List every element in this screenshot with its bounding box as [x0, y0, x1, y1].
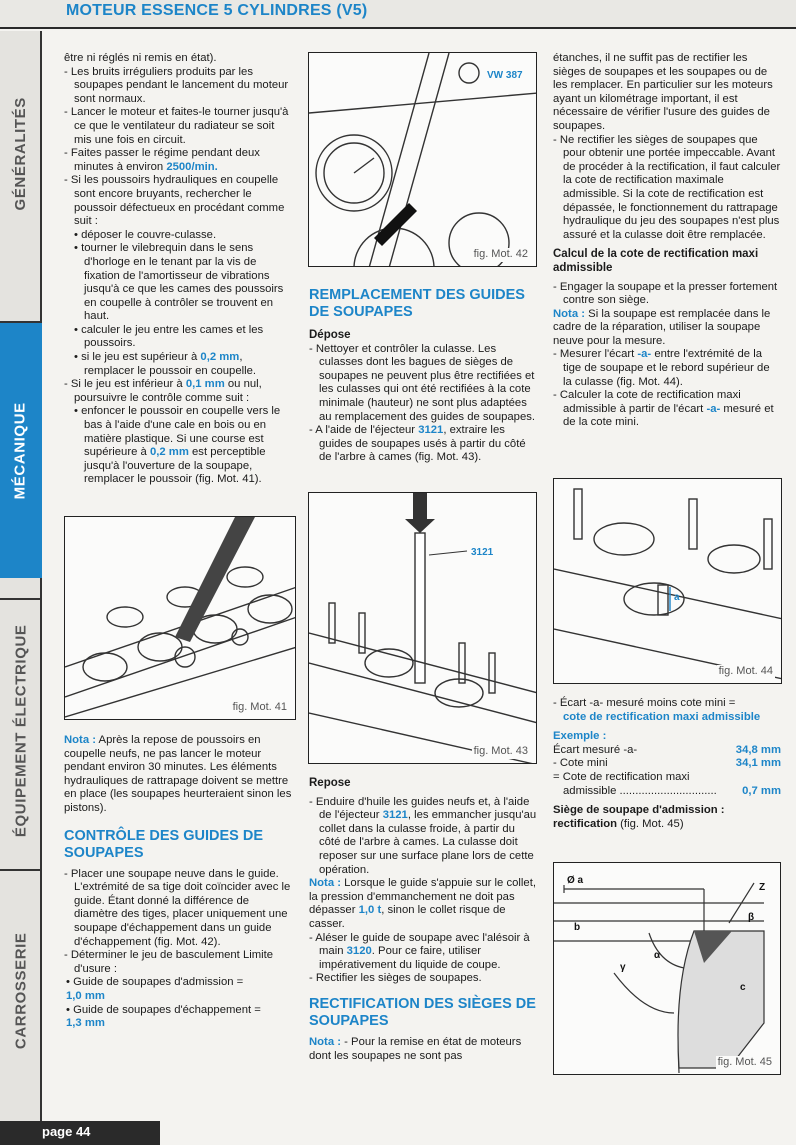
text-t2: - Ne rectifier les sièges de soupapes que pour obtenir une portée impeccable. Avant de procéder à la rectification, il faut calculer la cote de rectification maximale admissible. Si la cote de rectification est dépassée, le fonctionnement du rattrapage hydraulique du jeu des soupapes n'est plus assuré et la culasse doit être remplacée. — [553, 133, 781, 241]
text-span: - Pour la remise en état de moteurs dont les soupapes ne sont pas — [309, 1035, 522, 1062]
ejector-illustration — [309, 493, 537, 764]
subheading-repose: Repose — [309, 777, 351, 789]
page-number: page 44 — [42, 1124, 91, 1139]
section-sidebar — [0, 31, 42, 1121]
value-c4: 1,3 mm — [66, 1017, 105, 1030]
text-span: . Pour ce faire, utiliser impérativement du liquide de coupe. — [319, 945, 501, 971]
figure-caption: fig. Mot. 44 — [718, 665, 773, 678]
note-paragraph — [309, 1036, 538, 1063]
tool-label: 3121 — [471, 547, 494, 558]
value-rpm: 2500/min. — [166, 160, 218, 173]
tool-ref: 3120 — [346, 945, 372, 958]
page-title: MOTEUR ESSENCE 5 CYLINDRES (V5) — [66, 2, 368, 19]
example-value: 34,1 mm — [735, 757, 781, 770]
text-p5 — [64, 378, 294, 405]
note-label: Nota : — [64, 734, 97, 746]
tool-label: VW 387 — [487, 70, 523, 81]
example-row — [553, 757, 781, 771]
figure-caption: fig. Mot. 45 — [717, 1056, 772, 1069]
note-label: Nota : — [309, 1035, 342, 1048]
page-footer — [0, 1121, 796, 1145]
example-key: Écart mesuré -a- — [553, 743, 638, 756]
text-c1: - Placer une soupape neuve dans le guide. L'extrémité de sa tige doit coïncider avec le guide. Étant donné la différence de diamètre des tiges, placer uniquement une soupape d'échappement dans un guide d'échappement (fig. Mot. 42). — [64, 867, 291, 948]
text-span: Si la soupape est remplacée dans le cadre de la réparation, utiliser la soupape neuve pour la mesure. — [553, 307, 771, 347]
text-span: (fig. Mot. 45) — [617, 817, 684, 830]
text-span: , extraire les guides de soupapes usés à partir du côté de l'arbre à cames (fig. Mot. 43). — [319, 424, 526, 464]
valve-seat-diagram — [554, 863, 781, 1075]
text-p1: - Les bruits irréguliers produits par les soupapes pendant le lancement du moteur sont normaux. — [64, 65, 289, 105]
subheading-depose: Dépose — [309, 329, 351, 341]
figure-caption: fig. Mot. 43 — [473, 745, 528, 758]
valve-measure-illustration — [554, 479, 782, 684]
dimension-label: Z — [759, 882, 766, 893]
example-row — [553, 744, 781, 758]
heading-remplacement: REMPLACEMENT DES GUIDES DE SOUPAPES — [309, 287, 525, 320]
note-paragraph — [64, 734, 294, 816]
figure-mot-44 — [553, 478, 782, 684]
text-r3: - Rectifier les sièges de soupapes. — [309, 972, 482, 985]
text-r2 — [309, 932, 538, 973]
text-p0: être ni réglés ni remis en état). — [64, 52, 217, 64]
angle-label: γ — [620, 962, 626, 973]
text-e1b: cote de rectification maxi admissible — [563, 710, 761, 723]
bullet-c4: • Guide de soupapes d'échappement = — [66, 1003, 261, 1016]
dimension-label: b — [574, 922, 581, 933]
text-p4: - Si les poussoirs hydrauliques en coupelle sont encore bruyants, rechercher le poussoir défectueux en procédant comme suit : — [64, 174, 285, 228]
note-paragraph — [553, 308, 781, 349]
column-3-lower — [553, 697, 781, 831]
text-span: ou nul, poursuivre le contrôle comme suit : — [74, 378, 262, 404]
dimension-label: a — [674, 592, 680, 603]
text-span: - A l'aide de l'éjecteur — [309, 424, 419, 437]
text-span: mesuré et de la cote mini. — [563, 402, 774, 429]
bullet-5 — [64, 405, 294, 487]
text-c2: - Déterminer le jeu de basculement Limite d'usure : — [64, 949, 274, 975]
bullet-4 — [64, 351, 294, 378]
text-span: , sinon le collet risque de casser. — [309, 904, 506, 930]
text-span: • si le jeu est supérieur à — [74, 351, 201, 364]
note-label: Nota : — [309, 877, 342, 890]
text-span: , remplacer le poussoir en coupelle. — [84, 351, 257, 377]
example-title: Exemple : — [553, 730, 607, 743]
value-jeu: 0,1 mm — [185, 378, 225, 391]
text-e1: - Écart -a- mesuré moins cote mini = — [553, 697, 736, 709]
figure-mot-43 — [308, 492, 537, 764]
tab-generalites-label: GÉNÉRALITÉS — [12, 96, 30, 211]
value-pressure: 1,0 t — [358, 904, 382, 917]
tab-mecanique-label: MÉCANIQUE — [12, 401, 30, 500]
text-d1: - Nettoyer et contrôler la culasse. Les culasses dont les bagues de sièges de soupapes ne peuvent plus être rectifiées et les culasses qui ont été rectifiées à la cote minimale (hauteur) ne sont plus adaptées au remplacement des guides de soupapes. — [309, 342, 536, 423]
value-c3: 1,0 mm — [66, 989, 105, 1002]
text-span: - Enduire d'huile les guides neufs et, à l'aide de l'éjecteur — [309, 795, 530, 822]
text-p3 — [64, 147, 294, 174]
bullet-3: • calculer le jeu entre les cames et les poussoirs. — [74, 323, 264, 350]
figure-caption: fig. Mot. 41 — [232, 701, 287, 714]
text-span: - Aléser le guide de soupape avec l'alésoir à main — [309, 931, 530, 958]
text-d2 — [309, 424, 538, 465]
text-span: est perceptible jusqu'à l'ouverture de la soupape, remplacer le poussoir (fig. Mot. 41). — [84, 446, 266, 486]
text-span: entre l'extrémité de la tige de soupape et le rebord supérieur de la culasse (fig. Mot. 44). — [563, 348, 770, 388]
dimension-label: Ø a — [567, 875, 584, 886]
example-key: - Cote mini — [553, 757, 608, 770]
text-span: - Si le jeu est inférieur à — [64, 378, 186, 391]
value-jeu: 0,2 mm — [200, 351, 240, 364]
bullet-2: • tourner le vilebrequin dans le sens d'horloge en le tenant par la vis de fixation de l'amortisseur de vibrations jusqu'à ce que les cames des poussoirs en coupelle à contrôler se trouvent en haut. — [74, 242, 284, 323]
tab-equipement-electrique[interactable] — [0, 600, 42, 862]
heading-controle: CONTRÔLE DES GUIDES DE SOUPAPES — [64, 827, 263, 861]
text-k1: - Engager la soupape et la presser fortement contre son siège. — [553, 280, 778, 307]
example-row — [553, 785, 781, 799]
text-p2: - Lancer le moteur et faites-le tourner jusqu'à ce que le ventilateur du radiateur se soit mis une fois en circuit. — [64, 106, 289, 146]
text-r1 — [309, 796, 538, 878]
example-key: = Cote de rectification maxi — [553, 770, 690, 783]
text-span: , les emmancher jusqu'au collet dans la culasse froide, à partir du côté de l'arbre à cames. La culasse doit reposer sur une surface plane lors de cette opération. — [319, 809, 537, 876]
tab-generalites[interactable] — [0, 31, 42, 276]
bullet-1: • déposer le couvre-culasse. — [74, 228, 217, 241]
tool-ref: 3121 — [382, 809, 408, 822]
angle-label: α — [654, 950, 661, 961]
text-span: - Mesurer l'écart — [553, 348, 638, 361]
text-t1: étanches, il ne suffit pas de rectifier les sièges de soupapes et les soupapes ou de les remplacer. En particulier sur les moteurs ayant un kilométrage important, il est nécessaire de vérifier l'usure des guides de soupapes. — [553, 52, 773, 132]
example-value: 34,8 mm — [735, 743, 781, 756]
var-a: -a- — [706, 402, 721, 415]
figure-mot-41 — [64, 516, 296, 720]
figure-mot-42 — [308, 52, 537, 267]
subheading-calcul: Calcul de la cote de rectification maxi admissible — [553, 248, 759, 274]
camshaft-illustration — [65, 517, 296, 720]
example-row — [553, 771, 781, 785]
tab-mecanique[interactable] — [0, 323, 42, 578]
text-k3 — [553, 389, 781, 430]
column-2 — [309, 287, 538, 465]
column-2-lower — [309, 777, 538, 1063]
tab-equipement-label: ÉQUIPEMENT ÉLECTRIQUE — [12, 624, 30, 838]
text-span: - Calculer la cote de rectification maxi admissible à partir de l'écart — [553, 389, 741, 415]
tool-ref: 3121 — [418, 424, 444, 437]
figure-caption: fig. Mot. 42 — [473, 248, 528, 261]
tab-carrosserie[interactable] — [0, 871, 42, 1111]
example-value: 0,7 mm — [742, 784, 781, 797]
example-key: admissible ............................... — [563, 784, 717, 797]
text-span: Après la repose de poussoirs en coupelle neufs, ne pas lancer le moteur pendant environ 30 minutes. Les éléments hydrauliques de rattrapage doivent se mettre en place (les soupapes heurteraient sinon les pistons). — [64, 734, 292, 814]
text-span: Siège de soupape d'admission : rectification — [553, 804, 725, 830]
note-label: Nota : — [553, 307, 586, 320]
var-a: -a- — [637, 348, 652, 361]
column-3 — [553, 52, 781, 430]
tab-carrosserie-label: CARROSSERIE — [12, 932, 30, 1050]
value-course: 0,2 mm — [149, 446, 189, 459]
column-1-lower — [64, 734, 294, 1031]
bullet-c3: • Guide de soupapes d'admission = — [66, 976, 244, 989]
text-k2 — [553, 348, 781, 389]
figure-mot-45 — [553, 862, 781, 1075]
dimension-label: c — [740, 982, 746, 993]
dial-gauge-illustration — [309, 53, 537, 267]
page-header — [0, 0, 796, 29]
note-paragraph — [309, 877, 538, 931]
heading-rectification: RECTIFICATION DES SIÈGES DE SOUPAPES — [309, 995, 536, 1029]
angle-label: β — [748, 912, 755, 923]
column-1 — [64, 52, 294, 487]
text-span: • enfoncer le poussoir en coupelle vers le bas à l'aide d'une cale en bois ou en matière plastique. Si une course est supérieure à — [74, 405, 281, 459]
subheading-siege — [553, 804, 781, 831]
text-span: Lorsque le guide s'appuie sur le collet, la pression d'emmanchement ne doit pas dépasser — [309, 877, 536, 917]
text-span: - Faites passer le régime pendant deux minutes à environ — [64, 147, 260, 173]
